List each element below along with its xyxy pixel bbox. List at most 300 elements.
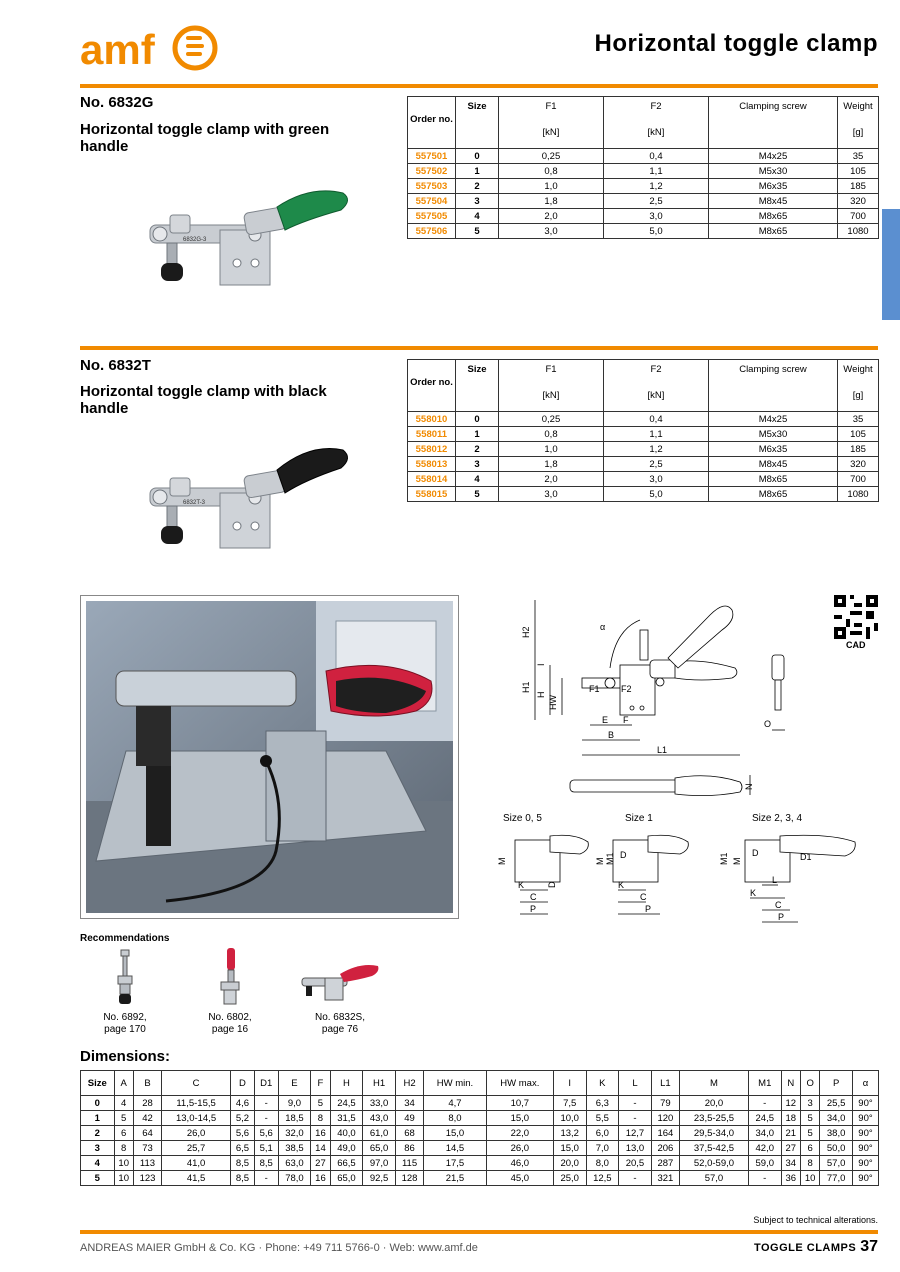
dim-cell: 8,5: [254, 1156, 278, 1171]
label-p: P: [778, 912, 785, 922]
dim-col: M1: [748, 1071, 781, 1096]
dim-cell: 5: [311, 1096, 330, 1111]
table-row: [408, 164, 879, 179]
col-screw: Clamping screw: [709, 360, 838, 412]
order-number[interactable]: 557502: [408, 164, 456, 179]
cell: 3,0: [604, 209, 709, 224]
divider: [80, 84, 878, 88]
dim-cell: 113: [133, 1156, 161, 1171]
dim-cell: 6,0: [586, 1126, 619, 1141]
section-number: No. 6832T: [80, 357, 151, 374]
dim-cell: 63,0: [278, 1156, 311, 1171]
cell: 3: [456, 194, 499, 209]
cell: 0,25: [499, 412, 604, 427]
dim-cell: 13,2: [553, 1126, 586, 1141]
cell: 105: [838, 164, 879, 179]
dim-cell: 2: [81, 1126, 115, 1141]
dim-cell: 21,5: [424, 1171, 487, 1186]
dim-cell: 6,3: [586, 1096, 619, 1111]
recommendation-page: page 76: [321, 1024, 359, 1035]
cell: 0,8: [499, 427, 604, 442]
dim-cell: 115: [395, 1156, 423, 1171]
footer-company: ANDREAS MAIER GmbH & Co. KG · Phone: +49 711 5766-0 · Web: www.amf.de: [80, 1242, 478, 1254]
dim-col: F: [311, 1071, 330, 1096]
dim-cell: -: [748, 1096, 781, 1111]
order-number[interactable]: 558015: [408, 487, 456, 502]
recommendation-item[interactable]: [300, 948, 380, 1036]
cell: 5,0: [604, 224, 709, 239]
section-title: Horizontal toggle clamp with black handle: [80, 383, 327, 417]
cell: M8x65: [709, 487, 838, 502]
dim-cell: 164: [651, 1126, 679, 1141]
cell: 35: [838, 149, 879, 164]
order-number[interactable]: 557506: [408, 224, 456, 239]
dim-cell: -: [254, 1111, 278, 1126]
dim-cell: 65,0: [363, 1141, 396, 1156]
dim-cell: 41,0: [162, 1156, 231, 1171]
table-row: [81, 1096, 879, 1111]
table-row: [81, 1126, 879, 1141]
dim-col: E: [278, 1071, 311, 1096]
cell: 105: [838, 427, 879, 442]
dim-cell: 25,0: [553, 1171, 586, 1186]
label-h2: H2: [521, 626, 531, 638]
cell: 1,2: [604, 442, 709, 457]
order-number[interactable]: 558011: [408, 427, 456, 442]
dim-cell: -: [619, 1096, 652, 1111]
dim-cell: 24,5: [748, 1111, 781, 1126]
dim-cell: 120: [651, 1111, 679, 1126]
recommendation-name: No. 6802,: [208, 1012, 252, 1023]
dim-cell: 11,5-15,5: [162, 1096, 231, 1111]
dim-cell: 6: [800, 1141, 819, 1156]
dim-cell: 5: [114, 1111, 133, 1126]
dim-cell: 68: [395, 1126, 423, 1141]
dim-cell: 90°: [852, 1171, 878, 1186]
dim-cell: 4,7: [424, 1096, 487, 1111]
col-weight: Weight [g]: [838, 97, 879, 149]
label-m: M: [732, 857, 742, 865]
cell: 320: [838, 457, 879, 472]
dim-cell: 64: [133, 1126, 161, 1141]
cell: 1,2: [604, 179, 709, 194]
table-row: [408, 472, 879, 487]
label-n: N: [744, 783, 754, 790]
label-m: M: [595, 857, 605, 865]
label-f2: F2: [621, 684, 632, 694]
dim-cell: 5,6: [254, 1126, 278, 1141]
table-row: [408, 457, 879, 472]
cell: 4: [456, 472, 499, 487]
dim-cell: 90°: [852, 1156, 878, 1171]
label-l1: L1: [657, 745, 668, 755]
cell: M6x35: [709, 179, 838, 194]
dim-cell: 6,5: [231, 1141, 255, 1156]
label-k: K: [750, 888, 757, 898]
footer-page-info: [754, 1238, 878, 1256]
dim-cell: 38,5: [278, 1141, 311, 1156]
dim-cell: -: [748, 1171, 781, 1186]
order-number[interactable]: 557501: [408, 149, 456, 164]
dim-cell: 8,5: [231, 1171, 255, 1186]
dim-cell: 79: [651, 1096, 679, 1111]
dim-cell: 10: [114, 1171, 133, 1186]
dim-col: Size: [81, 1071, 115, 1096]
product-thumbnail: [215, 948, 245, 1008]
col-f2: F2 [kN]: [604, 360, 709, 412]
dim-col: D1: [254, 1071, 278, 1096]
dim-cell: 22,0: [486, 1126, 553, 1141]
dim-cell: 17,5: [424, 1156, 487, 1171]
dim-col: D: [231, 1071, 255, 1096]
dim-cell: -: [619, 1171, 652, 1186]
cell: 3,0: [499, 487, 604, 502]
dim-cell: 97,0: [363, 1156, 396, 1171]
dim-cell: 61,0: [363, 1126, 396, 1141]
dim-cell: 16: [311, 1171, 330, 1186]
dim-cell: 5: [800, 1111, 819, 1126]
dim-cell: 86: [395, 1141, 423, 1156]
label-o: O: [764, 719, 772, 729]
dim-cell: 27: [781, 1141, 800, 1156]
dim-col: HW min.: [424, 1071, 487, 1096]
dim-cell: 5: [81, 1171, 115, 1186]
dim-cell: 21: [781, 1126, 800, 1141]
dim-cell: 13,0: [619, 1141, 652, 1156]
label-c: C: [775, 900, 782, 910]
table-row: [81, 1111, 879, 1126]
dim-cell: 34: [781, 1156, 800, 1171]
dim-cell: 90°: [852, 1141, 878, 1156]
label-i: I: [536, 663, 546, 666]
product-label: 6832G-3: [183, 237, 207, 243]
dim-cell: 90°: [852, 1111, 878, 1126]
cell: 2,5: [604, 194, 709, 209]
label-b: B: [608, 730, 615, 740]
dim-cell: 36: [781, 1171, 800, 1186]
cell: 0: [456, 149, 499, 164]
dim-cell: 20,5: [619, 1156, 652, 1171]
cell: 5,0: [604, 487, 709, 502]
label-c: C: [640, 892, 647, 902]
recommendation-item[interactable]: [200, 948, 260, 1036]
dim-cell: 90°: [852, 1126, 878, 1141]
dim-cell: 12,5: [586, 1171, 619, 1186]
order-number[interactable]: 558014: [408, 472, 456, 487]
cell: M8x45: [709, 194, 838, 209]
cell: M6x35: [709, 442, 838, 457]
label-d1: D1: [800, 852, 812, 862]
dim-cell: 4: [81, 1156, 115, 1171]
col-f2: F2 [kN]: [604, 97, 709, 149]
dim-cell: 5,1: [254, 1141, 278, 1156]
cell: M5x30: [709, 164, 838, 179]
dim-cell: 52,0-59,0: [680, 1156, 749, 1171]
dim-col: P: [820, 1071, 853, 1096]
cell: 0,4: [604, 412, 709, 427]
cell: 1: [456, 427, 499, 442]
table-row: [81, 1156, 879, 1171]
cell: 1080: [838, 224, 879, 239]
label-hw: HW: [548, 695, 558, 710]
dim-cell: 57,0: [680, 1171, 749, 1186]
product-thumbnail: [300, 948, 380, 1008]
recommendation-page: page 16: [211, 1024, 249, 1035]
dim-cell: 26,0: [486, 1141, 553, 1156]
label-k: K: [618, 880, 625, 890]
dim-cell: 92,5: [363, 1171, 396, 1186]
cell: 1,8: [499, 457, 604, 472]
dim-cell: 26,0: [162, 1126, 231, 1141]
cell: 185: [838, 179, 879, 194]
dim-cell: 4,6: [231, 1096, 255, 1111]
dimensions-heading: Dimensions:: [80, 1048, 171, 1065]
dim-cell: 33,0: [363, 1096, 396, 1111]
dim-cell: 20,0: [680, 1096, 749, 1111]
dim-cell: 34,0: [748, 1126, 781, 1141]
dim-cell: 38,0: [820, 1126, 853, 1141]
dim-col: C: [162, 1071, 231, 1096]
dim-col: L: [619, 1071, 652, 1096]
dim-cell: 8: [800, 1156, 819, 1171]
cell: 185: [838, 442, 879, 457]
table-row: [408, 487, 879, 502]
cell: 2,0: [499, 472, 604, 487]
cell: M8x45: [709, 457, 838, 472]
dim-cell: 123: [133, 1171, 161, 1186]
alterations-note: Subject to technical alterations.: [753, 1215, 878, 1225]
dim-cell: 5,6: [231, 1126, 255, 1141]
dim-cell: 14: [311, 1141, 330, 1156]
dim-cell: 5,5: [586, 1111, 619, 1126]
dim-cell: 8,5: [231, 1156, 255, 1171]
label-m1: M1: [719, 852, 729, 865]
label-l: L: [772, 875, 778, 885]
cell: 3,0: [604, 472, 709, 487]
dim-cell: 25,5: [820, 1096, 853, 1111]
label-h1: H1: [521, 681, 531, 693]
dim-col: I: [553, 1071, 586, 1096]
dim-col: M: [680, 1071, 749, 1096]
dim-cell: 43,0: [363, 1111, 396, 1126]
order-number[interactable]: 558013: [408, 457, 456, 472]
dim-cell: 49,0: [330, 1141, 363, 1156]
cell: 2: [456, 179, 499, 194]
recommendations-heading: Recommendations: [80, 933, 170, 944]
dim-cell: 45,0: [486, 1171, 553, 1186]
dim-col: A: [114, 1071, 133, 1096]
col-size: Size: [456, 360, 499, 412]
dim-cell: 46,0: [486, 1156, 553, 1171]
dim-cell: 27: [311, 1156, 330, 1171]
dim-cell: 7,5: [553, 1096, 586, 1111]
dim-cell: 34: [395, 1096, 423, 1111]
table-row: [408, 209, 879, 224]
label-m1: M1: [605, 852, 615, 865]
technical-drawing: [497, 590, 870, 935]
dim-cell: 42,0: [748, 1141, 781, 1156]
cell: 1,1: [604, 427, 709, 442]
order-table-black: [407, 359, 879, 502]
page-title: Horizontal toggle clamp: [594, 30, 878, 57]
dim-cell: 28: [133, 1096, 161, 1111]
dim-cell: -: [619, 1111, 652, 1126]
cell: M8x65: [709, 224, 838, 239]
dim-cell: 37,5-42,5: [680, 1141, 749, 1156]
dim-cell: 8: [311, 1111, 330, 1126]
cell: 5: [456, 487, 499, 502]
dim-col: H1: [363, 1071, 396, 1096]
product-label: 6832T-3: [183, 500, 206, 506]
cell: 2,0: [499, 209, 604, 224]
cell: 700: [838, 209, 879, 224]
col-order-no: Order no.: [408, 360, 456, 412]
col-f1: F1 [kN]: [499, 360, 604, 412]
dim-cell: 18: [781, 1111, 800, 1126]
table-row: [408, 194, 879, 209]
cad-label: CAD: [846, 640, 866, 650]
dim-cell: 15,0: [486, 1111, 553, 1126]
label-d: D: [752, 848, 759, 858]
label-d: D: [620, 850, 627, 860]
dim-cell: 9,0: [278, 1096, 311, 1111]
cell: M8x65: [709, 209, 838, 224]
dim-cell: 14,5: [424, 1141, 487, 1156]
label-p: P: [530, 904, 537, 914]
order-table-green: [407, 96, 879, 239]
label-alpha: α: [600, 622, 606, 632]
dim-cell: 73: [133, 1141, 161, 1156]
dim-cell: 10: [114, 1156, 133, 1171]
table-row: [408, 179, 879, 194]
divider: [80, 1230, 878, 1234]
dim-cell: 16: [311, 1126, 330, 1141]
col-screw: Clamping screw: [709, 97, 838, 149]
dim-cell: 57,0: [820, 1156, 853, 1171]
recommendation-name: No. 6892,: [103, 1012, 147, 1023]
cell: 1: [456, 164, 499, 179]
cell: 0,8: [499, 164, 604, 179]
label-h: H: [536, 691, 546, 698]
dim-cell: 0: [81, 1096, 115, 1111]
dim-cell: 20,0: [553, 1156, 586, 1171]
recommendation-item[interactable]: [95, 948, 155, 1036]
dim-cell: 15,0: [424, 1126, 487, 1141]
dim-col: α: [852, 1071, 878, 1096]
cell: 1,1: [604, 164, 709, 179]
dim-col: L1: [651, 1071, 679, 1096]
col-f1: F1 [kN]: [499, 97, 604, 149]
product-image-green: [145, 175, 355, 300]
dim-cell: 23,5-25,5: [680, 1111, 749, 1126]
dim-cell: 77,0: [820, 1171, 853, 1186]
cell: 700: [838, 472, 879, 487]
order-number[interactable]: 557503: [408, 179, 456, 194]
table-row: [408, 412, 879, 427]
cell: 35: [838, 412, 879, 427]
dim-cell: 32,0: [278, 1126, 311, 1141]
dim-cell: 128: [395, 1171, 423, 1186]
label-m: M: [497, 857, 507, 865]
dim-cell: 5,2: [231, 1111, 255, 1126]
dim-cell: -: [254, 1171, 278, 1186]
dim-cell: 10: [800, 1171, 819, 1186]
table-row: [408, 224, 879, 239]
dim-cell: 42: [133, 1111, 161, 1126]
dim-col: HW max.: [486, 1071, 553, 1096]
label-f1: F1: [589, 684, 600, 694]
size-view-label: Size 0, 5: [503, 813, 542, 824]
col-weight: Weight [g]: [838, 360, 879, 412]
product-image-black: [145, 438, 355, 563]
dim-col: K: [586, 1071, 619, 1096]
dim-cell: 4: [114, 1096, 133, 1111]
cell: 0: [456, 412, 499, 427]
product-thumbnail: [110, 948, 140, 1008]
dim-cell: 321: [651, 1171, 679, 1186]
page-number: 37: [860, 1238, 878, 1255]
size-view-label: Size 1: [625, 813, 653, 824]
table-row: [408, 442, 879, 457]
dim-cell: 49: [395, 1111, 423, 1126]
dim-cell: 287: [651, 1156, 679, 1171]
dim-cell: 15,0: [553, 1141, 586, 1156]
cell: 0,4: [604, 149, 709, 164]
dim-col: H: [330, 1071, 363, 1096]
dim-cell: 3: [81, 1141, 115, 1156]
dim-cell: 24,5: [330, 1096, 363, 1111]
cell: 1,0: [499, 179, 604, 194]
dim-cell: 6: [114, 1126, 133, 1141]
dim-cell: 3: [800, 1096, 819, 1111]
table-row: [408, 149, 879, 164]
dim-cell: 29,5-34,0: [680, 1126, 749, 1141]
dim-cell: 1: [81, 1111, 115, 1126]
dim-cell: 31,5: [330, 1111, 363, 1126]
order-number[interactable]: 558010: [408, 412, 456, 427]
cell: 2,5: [604, 457, 709, 472]
order-number[interactable]: 557504: [408, 194, 456, 209]
dim-cell: 40,0: [330, 1126, 363, 1141]
dim-cell: 12,7: [619, 1126, 652, 1141]
dim-cell: 34,0: [820, 1111, 853, 1126]
order-number[interactable]: 557505: [408, 209, 456, 224]
dim-cell: 5: [800, 1126, 819, 1141]
cell: 0,25: [499, 149, 604, 164]
label-c: C: [530, 892, 537, 902]
cell: 2: [456, 442, 499, 457]
dim-cell: 59,0: [748, 1156, 781, 1171]
divider: [80, 346, 878, 350]
dim-cell: 65,0: [330, 1171, 363, 1186]
cell: M8x65: [709, 472, 838, 487]
dim-cell: 66,5: [330, 1156, 363, 1171]
cell: M4x25: [709, 149, 838, 164]
recommendation-name: No. 6832S,: [314, 1012, 366, 1023]
chapter-tab[interactable]: [882, 209, 900, 320]
section-number: No. 6832G: [80, 94, 154, 111]
order-number[interactable]: 558012: [408, 442, 456, 457]
section-title: Horizontal toggle clamp with green handle: [80, 121, 330, 155]
amf-logo: [80, 24, 220, 79]
logo-wordmark: amf: [80, 26, 155, 73]
label-k: K: [518, 880, 525, 890]
dim-col: N: [781, 1071, 800, 1096]
dim-cell: -: [254, 1096, 278, 1111]
label-d: D: [547, 881, 557, 888]
dim-col: H2: [395, 1071, 423, 1096]
dim-cell: 25,7: [162, 1141, 231, 1156]
